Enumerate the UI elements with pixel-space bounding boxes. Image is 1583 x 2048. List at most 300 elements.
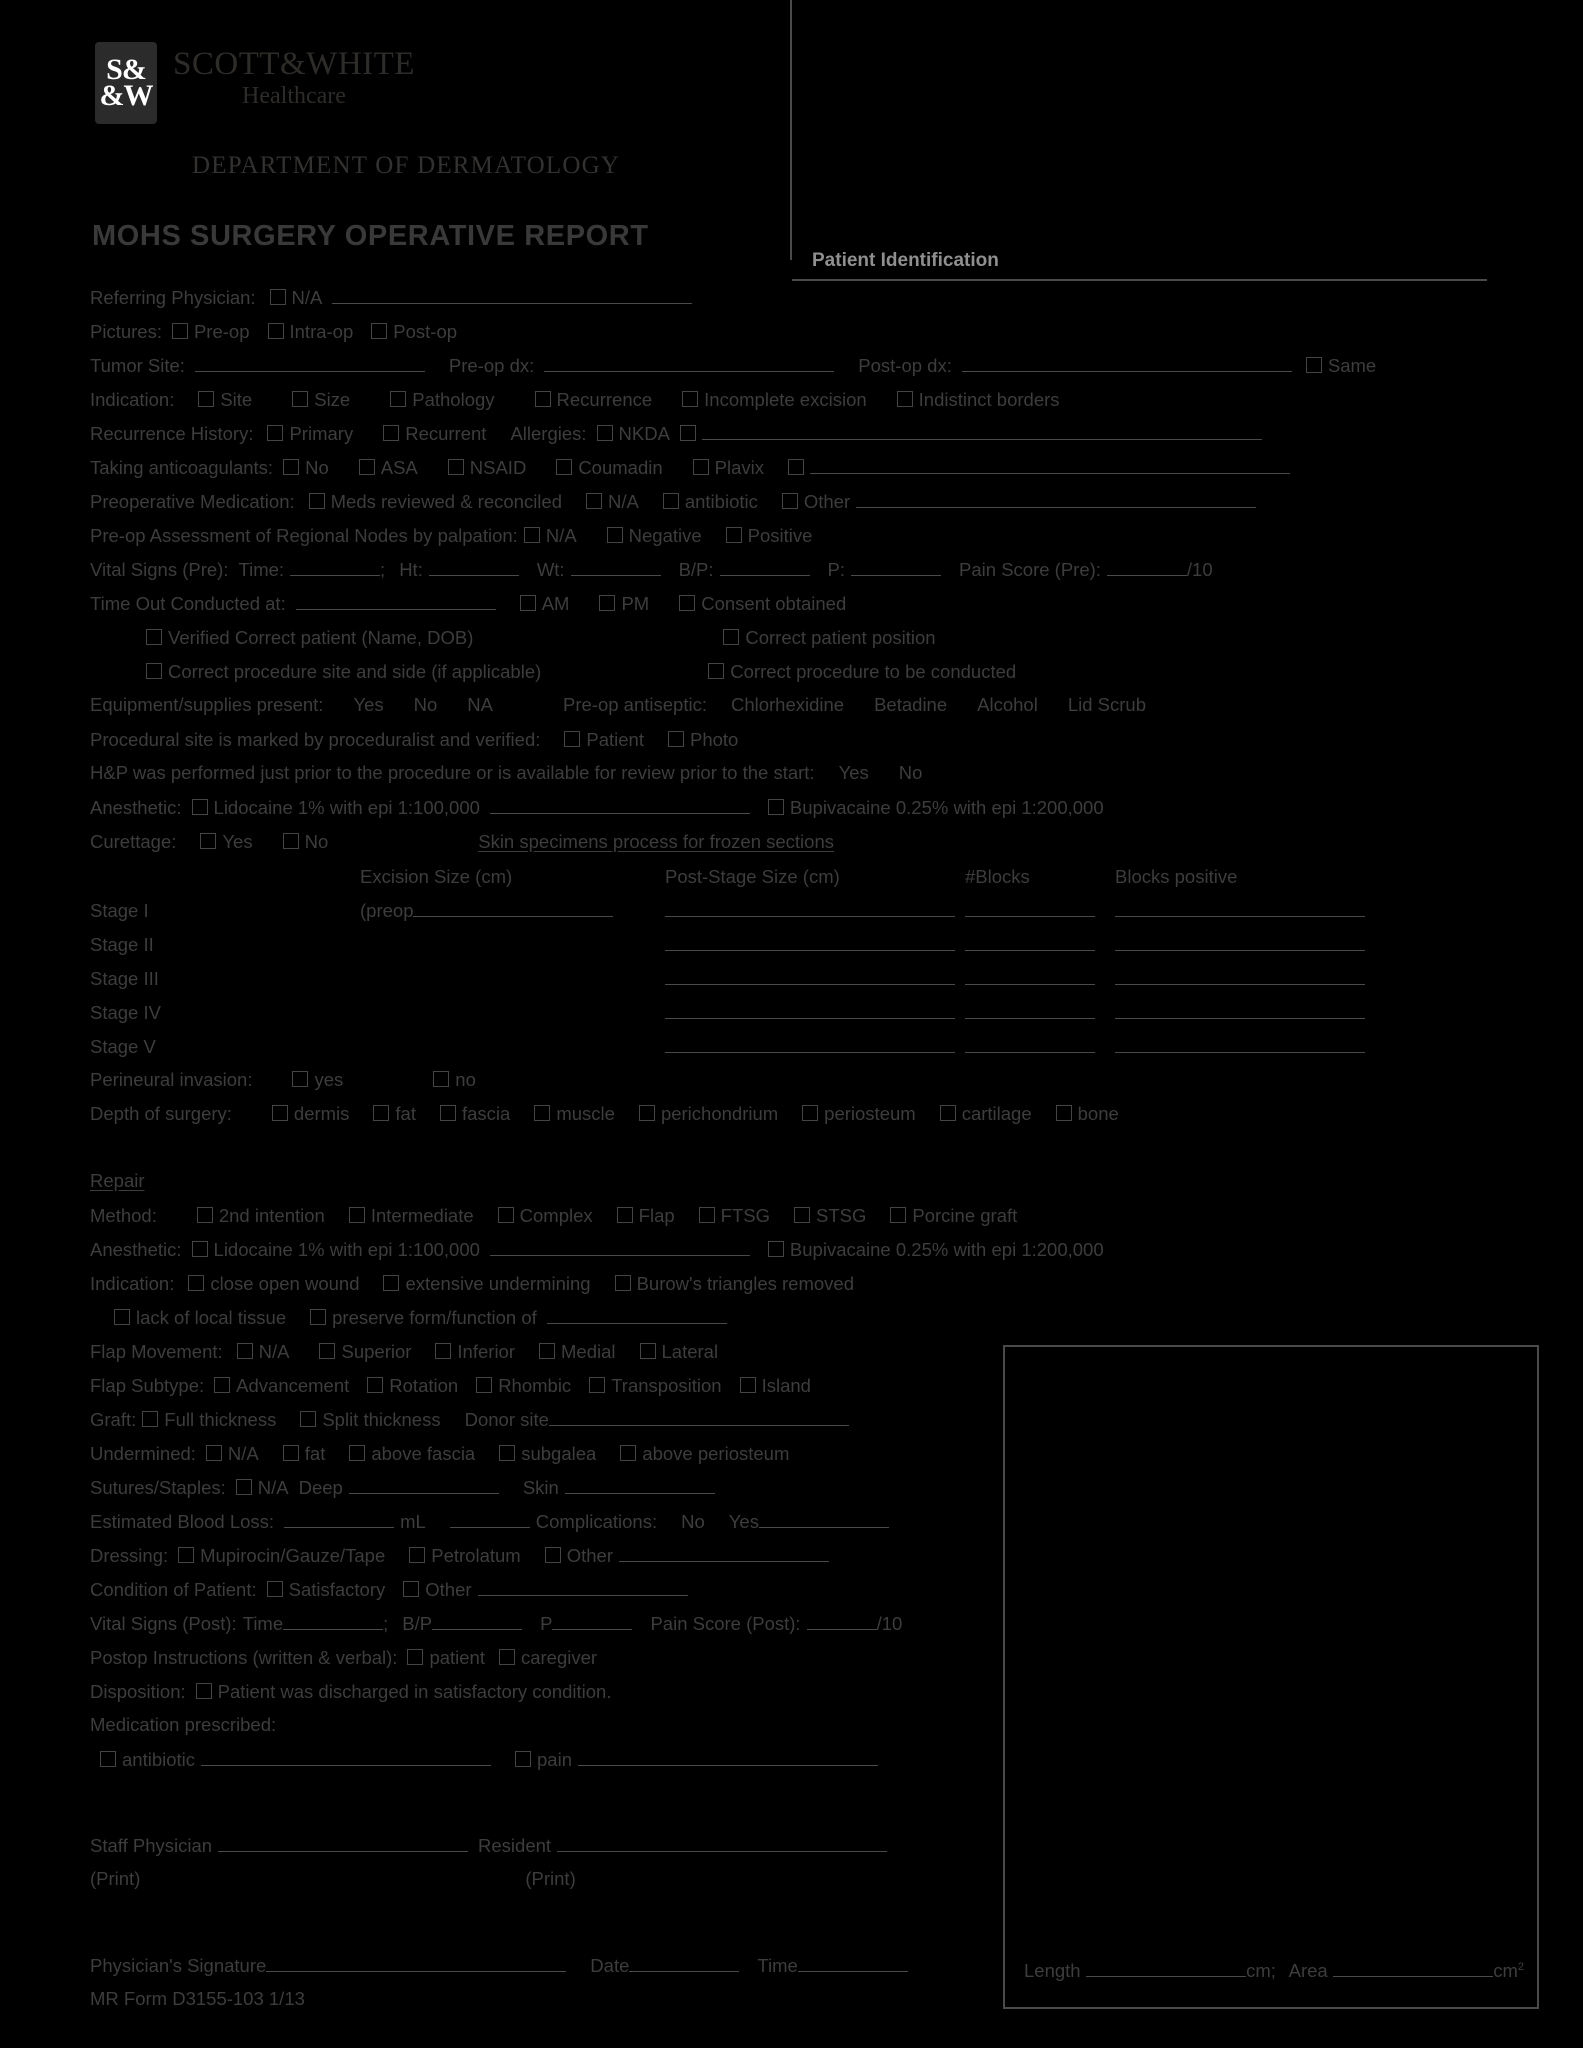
checkbox-med-pain[interactable] — [515, 1751, 531, 1767]
checkbox-med-antibiotic[interactable] — [100, 1751, 116, 1767]
hp-performed-label: H&P was performed just prior to the procedure or is available for review prior to the start: — [90, 762, 815, 783]
flap-superior-label: Superior — [341, 1341, 412, 1362]
pm-label: PM — [621, 593, 650, 614]
undermined-above-periosteum-label: above periosteum — [642, 1443, 790, 1464]
perineural-yes-label: yes — [314, 1069, 344, 1090]
stage3-blocks-cell — [965, 968, 1115, 990]
pain-score-post-scale: /10 — [876, 1613, 903, 1634]
sutures-skin-input[interactable] — [565, 1478, 715, 1494]
flap-movement-label: Flap Movement: — [90, 1341, 223, 1362]
body-diagram-box[interactable] — [1003, 1345, 1539, 2009]
anticoag-other-input[interactable] — [810, 458, 1290, 474]
checkbox-meds-reviewed[interactable] — [309, 493, 325, 509]
antiseptic-lid-scrub-option[interactable]: Lid Scrub — [1067, 694, 1146, 715]
vitals-bp-label: B/P: — [678, 559, 714, 580]
checkbox-postop-dx-same[interactable] — [1306, 357, 1322, 373]
checkbox-flap-island[interactable] — [740, 1377, 756, 1393]
pain-score-pre-label: Pain Score (Pre): — [959, 559, 1101, 580]
vitals-wt-input[interactable] — [571, 560, 661, 576]
medication-prescribed-label: Medication prescribed: — [90, 1714, 277, 1735]
preop-antiseptic-label: Pre-op antiseptic: — [563, 694, 707, 715]
stage4-positive-input[interactable] — [1115, 1003, 1365, 1019]
checkbox-recurrent[interactable] — [383, 425, 399, 441]
vitals-ht-input[interactable] — [429, 560, 519, 576]
checkbox-indication-pathology[interactable] — [390, 391, 406, 407]
row-pictures — [90, 322, 1510, 356]
stage2-post-input[interactable] — [665, 935, 955, 951]
med-antibiotic-label: antibiotic — [122, 1749, 196, 1770]
disposition-label: Disposition: — [90, 1681, 186, 1702]
antiseptic-betadine-option[interactable]: Betadine — [874, 694, 948, 715]
checkbox-graft-split-thickness[interactable] — [300, 1411, 316, 1427]
condition-other-input[interactable] — [478, 1580, 688, 1596]
vitals-time-input[interactable] — [290, 560, 380, 576]
stage5-post-cell — [665, 1036, 965, 1058]
repair-lidocaine-label: Lidocaine 1% with epi 1:100,000 — [213, 1239, 480, 1260]
sutures-deep-input[interactable] — [349, 1478, 499, 1494]
checkbox-depth-periosteum[interactable] — [802, 1105, 818, 1121]
stage1-positive-cell — [1115, 900, 1375, 922]
complications-yes-input[interactable] — [759, 1512, 889, 1528]
post-bp-input[interactable] — [432, 1614, 522, 1630]
checkbox-dressing-mupirocin[interactable] — [178, 1547, 194, 1563]
checkbox-anesthetic-lidocaine[interactable] — [192, 799, 208, 815]
stage2-blocks-input[interactable] — [965, 935, 1095, 951]
checkbox-repair-bupivacaine[interactable] — [768, 1241, 784, 1257]
checkbox-indication-site[interactable] — [198, 391, 214, 407]
brand-name: SCOTT&WHITE — [173, 46, 415, 82]
checkbox-undermined-fat[interactable] — [283, 1445, 299, 1461]
checkbox-nodes-na[interactable] — [524, 527, 540, 543]
checkbox-marked-patient[interactable] — [564, 731, 580, 747]
checkbox-pictures-preop[interactable] — [172, 323, 188, 339]
stage4-post-cell — [665, 1002, 965, 1024]
checkbox-verified-correct-patient[interactable] — [146, 629, 162, 645]
estimated-blood-loss-label: Estimated Blood Loss: — [90, 1511, 275, 1532]
stage5-positive-input[interactable] — [1115, 1037, 1365, 1053]
indication-site-label: Site — [220, 389, 253, 410]
row-preoperative-medication — [90, 492, 1510, 526]
col-blocks-positive: Blocks positive — [1115, 866, 1238, 887]
vital-signs-post-label: Vital Signs (Post): — [90, 1613, 237, 1634]
indication-recurrence-label: Recurrence — [556, 389, 653, 410]
dressing-label: Dressing: — [90, 1545, 169, 1566]
logo-line-1: S& — [106, 52, 146, 86]
checkbox-dressing-petrolatum[interactable] — [409, 1547, 425, 1563]
checkbox-nodes-negative[interactable] — [607, 527, 623, 543]
tumor-site-input[interactable] — [195, 356, 425, 372]
undermined-fat-label: fat — [304, 1443, 326, 1464]
row-depth-of-surgery — [90, 1104, 1510, 1138]
checkbox-preop-med-na[interactable] — [586, 493, 602, 509]
allergies-label: Allergies: — [510, 423, 587, 444]
stage1-blocks-input[interactable] — [965, 901, 1095, 917]
recurrent-label: Recurrent — [405, 423, 487, 444]
repair-method-label: Method: — [90, 1205, 157, 1226]
checkbox-anticoag-nsaid[interactable] — [448, 459, 464, 475]
checkbox-primary[interactable] — [267, 425, 283, 441]
checkbox-perineural-no[interactable] — [433, 1071, 449, 1087]
anticoag-nsaid-label: NSAID — [469, 457, 527, 478]
method-stsg-label: STSG — [816, 1205, 867, 1226]
checkbox-graft-full-thickness[interactable] — [142, 1411, 158, 1427]
preop-assessment-label: Pre-op Assessment of Regional Nodes by palpation: — [90, 525, 518, 546]
checkbox-curettage-no[interactable] — [283, 833, 299, 849]
hp-yes-option[interactable]: Yes — [838, 762, 869, 783]
checkbox-anticoag-no[interactable] — [283, 459, 299, 475]
checkbox-method-flap[interactable] — [617, 1207, 633, 1223]
burows-triangles-label: Burow's triangles removed — [636, 1273, 854, 1294]
checkbox-depth-bone[interactable] — [1056, 1105, 1072, 1121]
signature-time-label: Time — [757, 1955, 798, 1976]
pain-score-post-input[interactable] — [807, 1614, 877, 1630]
pain-score-pre-scale: /10 — [1186, 559, 1213, 580]
med-pain-input[interactable] — [578, 1750, 878, 1766]
table-row — [90, 968, 1510, 1002]
row-equipment-supplies — [90, 696, 1510, 730]
repair-lidocaine-input[interactable] — [490, 1240, 750, 1256]
stage4-blocks-input[interactable] — [965, 1003, 1095, 1019]
depth-periosteum-label: periosteum — [824, 1103, 916, 1124]
checkbox-allergies-other[interactable] — [680, 425, 696, 441]
flap-transposition-label: Transposition — [611, 1375, 722, 1396]
preop-paren-label: (preop — [360, 900, 414, 921]
disposition-discharged-label: Patient was discharged in satisfactory condition. — [217, 1681, 612, 1702]
checkbox-depth-dermis[interactable] — [272, 1105, 288, 1121]
postop-dx-input[interactable] — [962, 356, 1292, 372]
donor-site-input[interactable] — [549, 1410, 849, 1426]
department-title: DEPARTMENT OF DERMATOLOGY — [192, 152, 621, 179]
brand-wordmark — [173, 42, 415, 110]
equipment-supplies-label: Equipment/supplies present: — [90, 694, 324, 715]
indication-indistinct-borders-label: Indistinct borders — [918, 389, 1060, 410]
checkbox-curettage-yes[interactable] — [200, 833, 216, 849]
marked-patient-label: Patient — [586, 729, 644, 750]
resident-input[interactable] — [557, 1836, 887, 1852]
form-number-label: MR Form D3155-103 1/13 — [90, 1988, 305, 2009]
row-tumor-site — [90, 356, 1510, 390]
stage5-post-input[interactable] — [665, 1037, 955, 1053]
stage1-excision-input[interactable] — [413, 901, 613, 917]
checkbox-indication-indistinct-borders[interactable] — [897, 391, 913, 407]
stage4-post-input[interactable] — [665, 1003, 955, 1019]
stage2-positive-cell — [1115, 934, 1375, 956]
correct-patient-position-label: Correct patient position — [745, 627, 936, 648]
checkbox-am[interactable] — [520, 595, 536, 611]
checkbox-indication-incomplete-excision[interactable] — [682, 391, 698, 407]
stage4-positive-cell — [1115, 1002, 1375, 1024]
complications-yes-option[interactable]: Yes — [728, 1511, 759, 1532]
anticoag-asa-label: ASA — [380, 457, 418, 478]
checkbox-indication-size[interactable] — [292, 391, 308, 407]
stage1-post-input[interactable] — [665, 901, 955, 917]
row-hp-performed — [90, 764, 1510, 798]
checkbox-depth-fat[interactable] — [373, 1105, 389, 1121]
depth-perichondrium-label: perichondrium — [660, 1103, 779, 1124]
checkbox-correct-patient-position[interactable] — [723, 629, 739, 645]
checkbox-correct-procedure-conducted[interactable] — [708, 663, 724, 679]
verified-correct-patient-label: Verified Correct patient (Name, DOB) — [168, 627, 474, 648]
table-row — [90, 900, 1510, 934]
checkbox-correct-procedure-site[interactable] — [146, 663, 162, 679]
page-title: MOHS SURGERY OPERATIVE REPORT — [92, 220, 649, 252]
checkbox-preop-med-other[interactable] — [782, 493, 798, 509]
checkbox-nkda[interactable] — [597, 425, 613, 441]
row-vital-signs-pre — [90, 560, 1510, 594]
vitals-ht-label: Ht: — [399, 559, 423, 580]
checkbox-anticoag-other[interactable] — [788, 459, 804, 475]
checkbox-condition-other[interactable] — [403, 1581, 419, 1597]
allergies-input[interactable] — [702, 424, 1262, 440]
checkbox-indication-recurrence[interactable] — [535, 391, 551, 407]
vitals-p-input[interactable] — [851, 560, 941, 576]
checkbox-undermined-subgalea[interactable] — [499, 1445, 515, 1461]
repair-indication-label: Indication: — [90, 1273, 175, 1294]
row-repair-indication — [90, 1274, 1510, 1308]
signature-time-input[interactable] — [798, 1956, 908, 1972]
checkbox-postop-caregiver[interactable] — [499, 1649, 515, 1665]
col-post-stage-size: Post-Stage Size (cm) — [665, 866, 840, 887]
vitals-bp-input[interactable] — [720, 560, 810, 576]
vitals-wt-label: Wt: — [536, 559, 565, 580]
patient-identification-label: Patient Identification — [812, 250, 999, 271]
complications-extra-input[interactable] — [450, 1512, 530, 1528]
spacer-before-repair — [90, 1138, 1510, 1172]
flap-medial-label: Medial — [561, 1341, 616, 1362]
checkbox-preop-med-antibiotic[interactable] — [663, 493, 679, 509]
checkbox-marked-photo[interactable] — [668, 731, 684, 747]
primary-label: Primary — [289, 423, 354, 444]
checkbox-depth-fascia[interactable] — [440, 1105, 456, 1121]
checkbox-perineural-yes[interactable] — [292, 1071, 308, 1087]
checkbox-burows-triangles[interactable] — [615, 1275, 631, 1291]
method-intermediate-label: Intermediate — [370, 1205, 474, 1226]
preop-med-other-input[interactable] — [856, 492, 1256, 508]
dressing-other-input[interactable] — [619, 1546, 829, 1562]
hp-no-option[interactable]: No — [898, 762, 923, 783]
checkbox-pictures-intraop[interactable] — [268, 323, 284, 339]
depth-muscle-label: muscle — [556, 1103, 615, 1124]
logo-line-2: &W — [99, 79, 153, 112]
checkbox-depth-perichondrium[interactable] — [639, 1105, 655, 1121]
diagram-length-input[interactable] — [1086, 1961, 1246, 1977]
checkbox-flap-lateral[interactable] — [640, 1343, 656, 1359]
row-anticoagulants — [90, 458, 1510, 492]
stage2-positive-input[interactable] — [1115, 935, 1365, 951]
checkbox-flap-rhombic[interactable] — [476, 1377, 492, 1393]
curettage-yes-label: Yes — [222, 831, 253, 852]
diagram-measurements — [1024, 1960, 1524, 1982]
signature-date-label: Date — [590, 1955, 630, 1976]
checkbox-method-ftsg[interactable] — [699, 1207, 715, 1223]
diagram-area-label: Area — [1288, 1960, 1328, 1981]
post-bp-label: B/P — [402, 1613, 433, 1634]
checkbox-preserve-form[interactable] — [310, 1309, 326, 1325]
signature-date-input[interactable] — [629, 1956, 739, 1972]
checkbox-undermined-above-periosteum[interactable] — [620, 1445, 636, 1461]
stage5-blocks-input[interactable] — [965, 1037, 1095, 1053]
row-referring-physician — [90, 288, 1510, 322]
depth-dermis-label: dermis — [293, 1103, 350, 1124]
checkbox-condition-satisfactory[interactable] — [267, 1581, 283, 1597]
flap-movement-na-label: N/A — [258, 1341, 290, 1362]
checkbox-flap-superior[interactable] — [319, 1343, 335, 1359]
time-out-label: Time Out Conducted at: — [90, 593, 286, 614]
checkbox-method-porcine-graft[interactable] — [890, 1207, 906, 1223]
undermined-na-label: N/A — [227, 1443, 259, 1464]
checkbox-repair-lidocaine[interactable] — [192, 1241, 208, 1257]
stage3-positive-cell — [1115, 968, 1375, 990]
anesthetic-lidocaine-input[interactable] — [490, 798, 750, 814]
row-repair-method — [90, 1206, 1510, 1240]
nkda-label: NKDA — [618, 423, 670, 444]
anesthetic-bupivacaine-label: Bupivacaine 0.25% with epi 1:200,000 — [789, 797, 1104, 818]
stage3-positive-input[interactable] — [1115, 969, 1365, 985]
indication-size-label: Size — [314, 389, 351, 410]
stage-label: Stage IV — [90, 1002, 161, 1023]
checkbox-flap-medial[interactable] — [539, 1343, 555, 1359]
donor-site-label: Donor site — [464, 1409, 549, 1430]
sutures-skin-label: Skin — [522, 1477, 559, 1498]
stage-label: Stage V — [90, 1036, 156, 1057]
row-repair-anesthetic — [90, 1240, 1510, 1274]
stage1-positive-input[interactable] — [1115, 901, 1365, 917]
stage5-blocks-cell — [965, 1036, 1115, 1058]
referring-physician-label: Referring Physician: — [90, 287, 256, 308]
checkbox-pm[interactable] — [599, 595, 615, 611]
checkbox-flap-rotation[interactable] — [367, 1377, 383, 1393]
checkbox-disposition-discharged[interactable] — [196, 1683, 212, 1699]
anesthetic-label: Anesthetic: — [90, 797, 182, 818]
stage1-excision-cell — [360, 900, 665, 922]
stage2-post-cell — [665, 934, 965, 956]
correct-procedure-site-label: Correct procedure site and side (if applicable) — [168, 661, 542, 682]
close-open-wound-label: close open wound — [210, 1273, 360, 1294]
row-procedural-site-marked — [90, 730, 1510, 764]
checkbox-sutures-na[interactable] — [236, 1479, 252, 1495]
checkbox-close-open-wound[interactable] — [188, 1275, 204, 1291]
physicians-signature-label: Physician's Signature — [90, 1955, 267, 1976]
meds-reviewed-label: Meds reviewed & reconciled — [330, 491, 562, 512]
stage3-post-input[interactable] — [665, 969, 955, 985]
nodes-negative-label: Negative — [628, 525, 702, 546]
checkbox-anticoag-coumadin[interactable] — [556, 459, 572, 475]
stage1-post-cell — [665, 900, 965, 922]
stage-label: Stage II — [90, 934, 154, 955]
complications-no-option[interactable]: No — [681, 1511, 705, 1532]
vitals-semicolon: ; — [380, 559, 386, 580]
time-out-input[interactable] — [296, 594, 496, 610]
staff-physician-input[interactable] — [218, 1836, 468, 1852]
checkbox-method-intermediate[interactable] — [349, 1207, 365, 1223]
postop-patient-label: patient — [429, 1647, 485, 1668]
estimated-blood-loss-input[interactable] — [284, 1512, 394, 1528]
checkbox-flap-inferior[interactable] — [435, 1343, 451, 1359]
checkbox-anticoag-plavix[interactable] — [693, 459, 709, 475]
flap-advancement-label: Advancement — [236, 1375, 350, 1396]
anticoag-no-label: No — [305, 457, 329, 478]
row-correct-procedure-site — [90, 662, 1510, 696]
tumor-site-label: Tumor Site: — [90, 355, 185, 376]
col-blocks: #Blocks — [965, 866, 1030, 887]
staff-print-label: (Print) — [90, 1868, 141, 1889]
checkbox-flap-transposition[interactable] — [589, 1377, 605, 1393]
method-2nd-intention-label: 2nd intention — [218, 1205, 325, 1226]
antiseptic-chlorhexidine-option[interactable]: Chlorhexidine — [730, 694, 845, 715]
checkbox-nodes-positive[interactable] — [726, 527, 742, 543]
equipment-no-option[interactable]: No — [413, 694, 438, 715]
stage3-blocks-input[interactable] — [965, 969, 1095, 985]
checkbox-method-complex[interactable] — [498, 1207, 514, 1223]
checkbox-anesthetic-bupivacaine[interactable] — [768, 799, 784, 815]
checkbox-method-2nd-intention[interactable] — [197, 1207, 213, 1223]
row-preop-assessment — [90, 526, 1510, 560]
flap-subtype-label: Flap Subtype: — [90, 1375, 205, 1396]
checkbox-undermined-above-fascia[interactable] — [349, 1445, 365, 1461]
stage-table-header — [90, 866, 1510, 900]
post-p-input[interactable] — [552, 1614, 632, 1630]
equipment-na-option[interactable]: NA — [467, 694, 493, 715]
antiseptic-alcohol-option[interactable]: Alcohol — [977, 694, 1038, 715]
physicians-signature-input[interactable] — [266, 1956, 566, 1972]
nodes-positive-label: Positive — [747, 525, 813, 546]
col-excision-size: Excision Size (cm) — [360, 866, 513, 887]
condition-other-label: Other — [425, 1579, 472, 1600]
checkbox-depth-cartilage[interactable] — [940, 1105, 956, 1121]
flap-inferior-label: Inferior — [457, 1341, 515, 1362]
checkbox-depth-muscle[interactable] — [534, 1105, 550, 1121]
equipment-yes-option[interactable]: Yes — [353, 694, 384, 715]
sutures-staples-label: Sutures/Staples: — [90, 1477, 226, 1498]
curettage-label: Curettage: — [90, 831, 177, 852]
preop-dx-input[interactable] — [544, 356, 834, 372]
checkbox-method-stsg[interactable] — [794, 1207, 810, 1223]
med-antibiotic-input[interactable] — [201, 1750, 491, 1766]
row-curettage — [90, 832, 1510, 866]
preserve-form-input[interactable] — [547, 1308, 727, 1324]
method-complex-label: Complex — [519, 1205, 593, 1226]
nodes-na-label: N/A — [545, 525, 577, 546]
checkbox-anticoag-asa[interactable] — [359, 459, 375, 475]
checkbox-flap-advancement[interactable] — [214, 1377, 230, 1393]
checkbox-postop-patient[interactable] — [407, 1649, 423, 1665]
diagram-area-input[interactable] — [1333, 1961, 1493, 1977]
post-time-input[interactable] — [283, 1614, 383, 1630]
depth-fascia-label: fascia — [462, 1103, 511, 1124]
pictures-intraop-label: Intra-op — [289, 321, 354, 342]
row-recurrence-history — [90, 424, 1510, 458]
checkbox-dressing-other[interactable] — [545, 1547, 561, 1563]
pain-score-pre-input[interactable] — [1107, 560, 1187, 576]
checkbox-referring-na[interactable] — [270, 289, 286, 305]
checkbox-undermined-na[interactable] — [206, 1445, 222, 1461]
table-row — [90, 1036, 1510, 1070]
vital-signs-pre-label: Vital Signs (Pre): — [90, 559, 229, 580]
condition-satisfactory-label: Satisfactory — [288, 1579, 386, 1600]
dressing-other-label: Other — [566, 1545, 613, 1566]
post-p-label: P — [540, 1613, 553, 1634]
dressing-petrolatum-label: Petrolatum — [431, 1545, 521, 1566]
checkbox-consent-obtained[interactable] — [679, 595, 695, 611]
checkbox-pictures-postop[interactable] — [371, 323, 387, 339]
checkbox-flap-movement-na[interactable] — [237, 1343, 253, 1359]
preserve-form-label: preserve form/function of — [332, 1307, 537, 1328]
referring-physician-input[interactable] — [332, 288, 692, 304]
post-semicolon: ; — [383, 1613, 389, 1634]
checkbox-lack-of-local-tissue[interactable] — [114, 1309, 130, 1325]
checkbox-extensive-undermining[interactable] — [383, 1275, 399, 1291]
sutures-na-label: N/A — [257, 1477, 289, 1498]
